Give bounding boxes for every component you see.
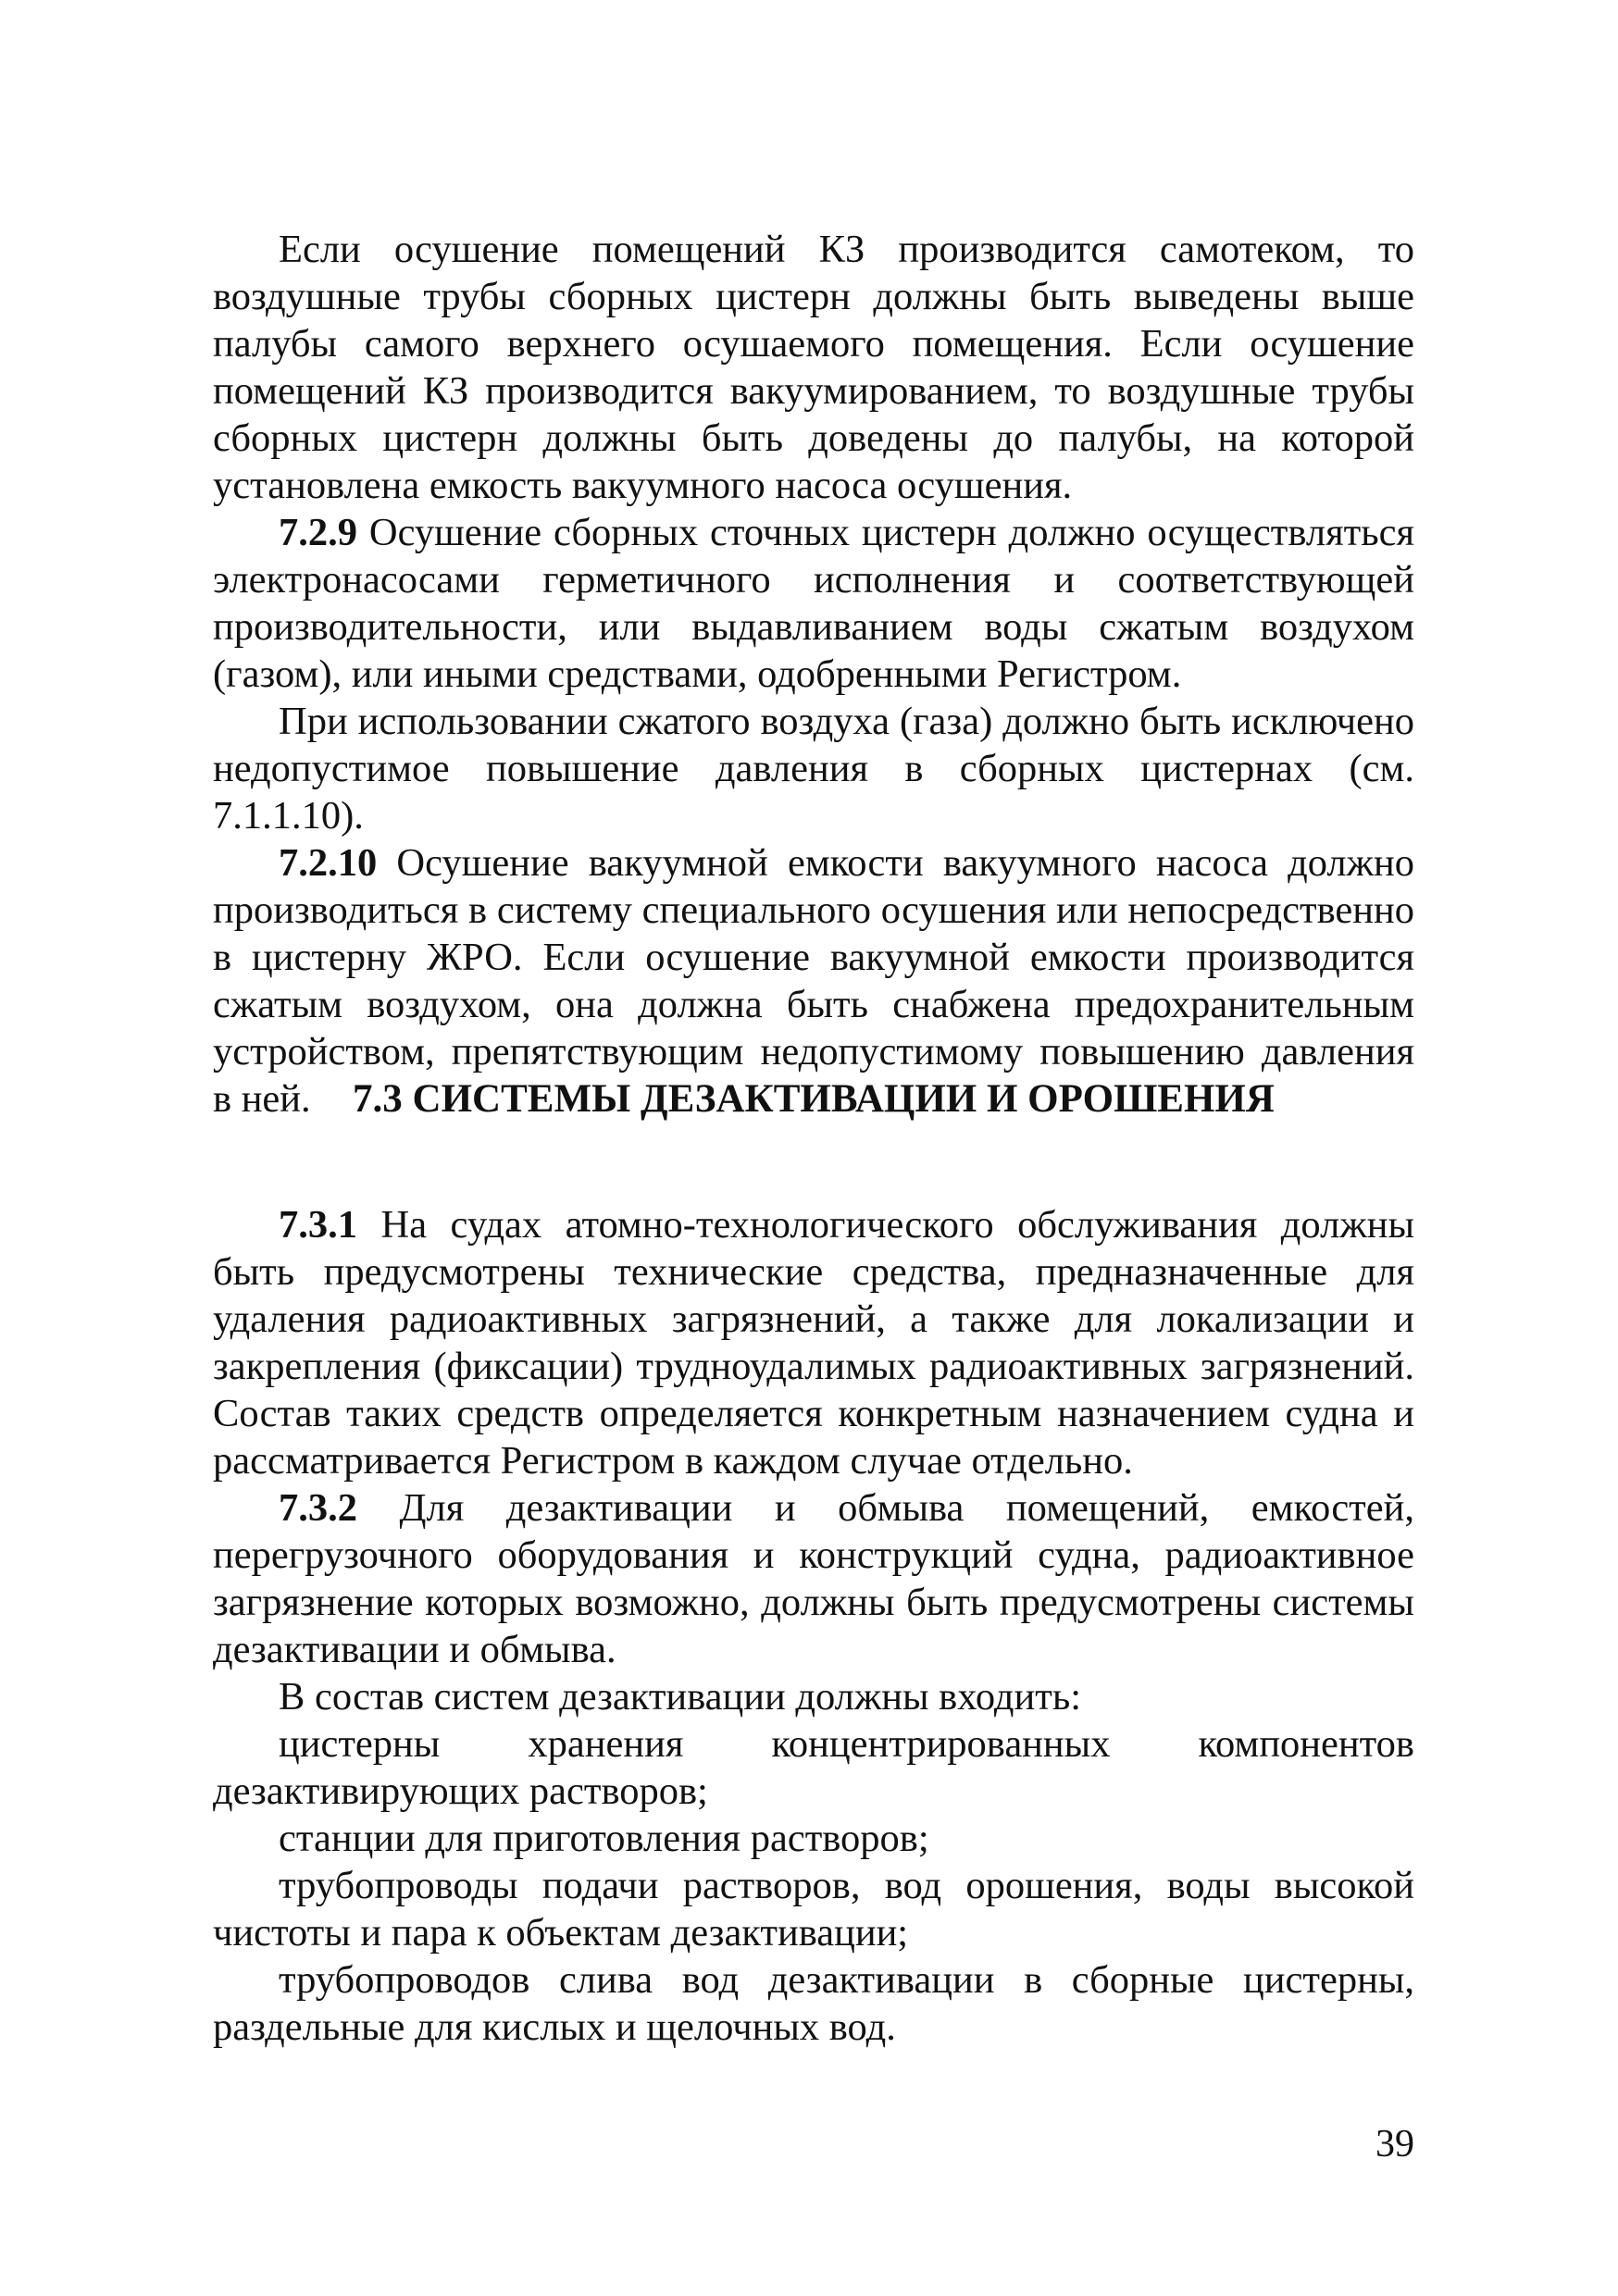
paragraph-number: 7.2.10 — [279, 841, 378, 885]
paragraph — [213, 1673, 1414, 1720]
paragraph-text: В состав систем дезактивации должны входить: — [279, 1675, 1082, 1719]
paragraph-text: На судах атомно-технологического обслуживания должны быть предусмотрены технические средства, предназначенные для удаления радиоактивных загрязнений, а также для локализации и закрепления (фиксации) трудноудалимых радиоактивных загрязнений. Состав таких средств определяется конкретным назначением судна и рассматривается Регистром в каждом случае отдельно. — [213, 1203, 1414, 1483]
paragraph-number: 7.3.1 — [279, 1203, 357, 1247]
paragraph-text: Если осушение помещений КЗ производится самотеком, то воздушные трубы сборных цистерн должны быть выведены выше палубы самого верхнего осушаемого помещения. Если осушение помещений КЗ производится вакуумированием, то воздушные трубы сборных цистерн должны быть доведены до палубы, на которой установлена емкость вакуумного насоса осушения. — [213, 228, 1414, 507]
list-item — [213, 1815, 1414, 1862]
paragraph-text: трубопроводов слива вод дезактивации в сборные цистерны, раздельные для кислых и щелочных вод. — [213, 1958, 1414, 2049]
paragraph-text: При использовании сжатого воздуха (газа) должно быть исключено недопустимое повышение давления в сборных цистернах (см. 7.1.1.10). — [213, 700, 1414, 838]
paragraph — [213, 226, 1414, 509]
paragraph-7-2-9 — [213, 509, 1414, 698]
paragraph-text: станции для приготовления растворов; — [279, 1817, 929, 1860]
paragraph-text: Осушение вакуумной емкости вакуумного насоса должно производиться в систему специального осушения или непосредственно в цистерну ЖРО. Если осушение вакуумной емкости производится сжатым воздухом, она должна быть снабжена предохранительным устройством, препятствующим недопустимому повышению давления в ней. — [213, 841, 1414, 1121]
paragraph-text: трубопроводы подачи растворов, вод орошения, воды высокой чистоты и пара к объектам дезактивации; — [213, 1864, 1414, 1955]
paragraph — [213, 698, 1414, 839]
paragraph-text: Осушение сборных сточных цистерн должно осуществляться электронасосами герметичного исполнения и соответствующей производительности, или выдавливанием воды сжатым воздухом (газом), или иными средствами, одобренными Регистром. — [213, 511, 1414, 696]
list-item — [213, 1862, 1414, 1956]
paragraph-number: 7.3.2 — [279, 1486, 357, 1530]
paragraph-text: цистерны хранения концентрированных компонентов дезактивирующих растворов; — [213, 1722, 1414, 1813]
section-7-3-body — [213, 1201, 1414, 2051]
page-number: 39 — [1375, 2123, 1414, 2166]
paragraph-7-3-1 — [213, 1201, 1414, 1484]
section-heading: 7.3 СИСТЕМЫ ДЕЗАКТИВАЦИИ И ОРОШЕНИЯ — [353, 1077, 1275, 1121]
list-item — [213, 1956, 1414, 2051]
section-7-2-continuation — [213, 226, 1414, 1123]
list-item — [213, 1720, 1414, 1815]
paragraph-text: Для дезактивации и обмыва помещений, емкостей, перегрузочного оборудования и конструкций судна, радиоактивное загрязнение которых возможно, должны быть предусмотрены системы дезактивации и обмыва. — [213, 1486, 1414, 1671]
paragraph-number: 7.2.9 — [279, 511, 357, 554]
paragraph-7-3-2 — [213, 1484, 1414, 1673]
